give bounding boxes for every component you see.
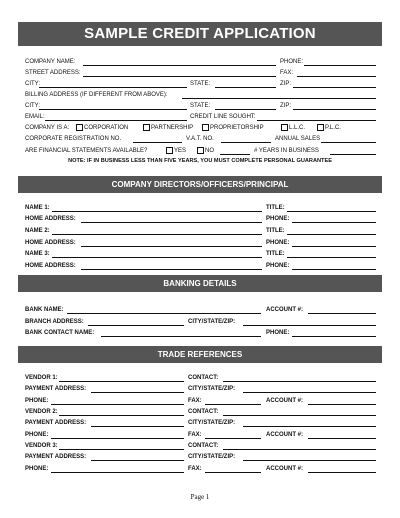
years-value-input[interactable] <box>330 147 376 155</box>
form-row <box>25 397 376 406</box>
email-input[interactable] <box>45 113 187 121</box>
home1-input[interactable] <box>81 215 262 223</box>
vat-label: V.A.T. NO. <box>186 136 214 142</box>
corp-reg-label: CORPORATE REGISTRATION NO. <box>25 136 122 142</box>
account-input[interactable] <box>308 306 376 314</box>
payment1-input[interactable] <box>91 385 184 393</box>
company-name-input[interactable] <box>83 58 276 66</box>
zip-input[interactable] <box>293 80 376 88</box>
form-row <box>25 419 376 428</box>
yes-label: YES <box>174 148 187 154</box>
plc-option[interactable] <box>317 124 341 133</box>
csz2-label: CITY/STATE/ZIP: <box>188 420 236 426</box>
fax-label: FAX: <box>188 398 202 404</box>
city-state-zip-label: CITY/STATE/ZIP: <box>188 319 236 325</box>
billing-zip-input[interactable] <box>293 102 376 110</box>
title3-input[interactable] <box>287 250 376 258</box>
payment1-label: PAYMENT ADDRESS: <box>25 386 87 392</box>
page-number: Page 1 <box>190 493 210 501</box>
section-heading-trade: TRADE REFERENCES <box>18 346 382 363</box>
contact2-label: CONTACT: <box>188 409 219 415</box>
fax-label: FAX: <box>280 70 294 76</box>
credit-line-input[interactable] <box>257 113 376 121</box>
city-state-zip-input[interactable] <box>243 318 376 326</box>
form-row <box>25 58 376 67</box>
proprietorship-option[interactable] <box>202 124 264 133</box>
corporation-label: CORPORATION <box>84 125 129 131</box>
name1-input[interactable] <box>52 204 262 212</box>
phone-label: PHONE: <box>25 398 49 404</box>
corporation-option[interactable] <box>76 124 128 133</box>
vendor2-account-input[interactable] <box>308 431 376 439</box>
checkbox[interactable] <box>317 124 324 131</box>
payment3-label: PAYMENT ADDRESS: <box>25 454 87 460</box>
branch-address-input[interactable] <box>88 318 184 326</box>
name2-label: NAME 2: <box>25 228 50 234</box>
vendor2-input[interactable] <box>59 408 184 416</box>
bank-phone-label: PHONE: <box>266 330 290 336</box>
city-label: CITY: <box>25 81 41 87</box>
payment2-input[interactable] <box>91 419 184 427</box>
yes-option[interactable] <box>166 147 186 156</box>
llc-label: L.L.C. <box>289 125 306 131</box>
vendor1-input[interactable] <box>59 374 184 382</box>
partnership-label: PARTNERSHIP <box>151 125 194 131</box>
vendor3-input[interactable] <box>59 442 184 450</box>
csz1-input[interactable] <box>243 385 376 393</box>
home3-input[interactable] <box>81 262 262 270</box>
section-heading-banking: BANKING DETAILS <box>18 275 382 292</box>
vendor2-phone-input[interactable] <box>51 431 184 439</box>
contact1-input[interactable] <box>223 374 376 382</box>
form-row <box>25 442 376 451</box>
company-name-field <box>25 58 75 67</box>
bank-contact-label: BANK CONTACT NAME: <box>25 330 95 336</box>
vendor3-phone-input[interactable] <box>51 465 184 473</box>
billing-city-input[interactable] <box>39 102 187 110</box>
billing-address-label: BILLING ADDRESS (IF DIFFERENT FROM ABOVE): <box>25 92 168 98</box>
years-input[interactable] <box>220 147 250 155</box>
phone2-input[interactable] <box>292 239 376 247</box>
form-row <box>25 465 376 474</box>
company-name-label: COMPANY NAME: <box>25 59 76 65</box>
form-row <box>25 91 376 100</box>
home3-label: HOME ADDRESS: <box>25 263 76 269</box>
csz2-input[interactable] <box>243 419 376 427</box>
vendor3-fax-input[interactable] <box>205 465 261 473</box>
form-row <box>25 262 376 271</box>
form-row <box>25 453 376 462</box>
phone2-label: PHONE: <box>266 240 290 246</box>
plc-label: P.L.C. <box>325 125 341 131</box>
home1-label: HOME ADDRESS: <box>25 216 76 222</box>
form-row <box>25 227 376 236</box>
vendor1-fax-input[interactable] <box>205 397 261 405</box>
company-is-label: COMPANY IS A: <box>25 125 70 131</box>
title1-input[interactable] <box>287 204 376 212</box>
form-row <box>25 250 376 259</box>
phone3-input[interactable] <box>292 262 376 270</box>
no-label: NO <box>205 148 214 154</box>
form-row <box>25 135 376 144</box>
contact2-input[interactable] <box>223 408 376 416</box>
fax-label: FAX: <box>188 432 202 438</box>
phone1-input[interactable] <box>292 215 376 223</box>
form-row <box>25 385 376 394</box>
csz3-input[interactable] <box>243 453 376 461</box>
fax-label: FAX: <box>188 466 202 472</box>
form-row <box>25 204 376 213</box>
years-label: # YEARS IN BUSINESS <box>254 148 319 154</box>
vendor2-fax-input[interactable] <box>205 431 261 439</box>
csz1-label: CITY/STATE/ZIP: <box>188 386 236 392</box>
vendor1-account-input[interactable] <box>308 397 376 405</box>
phone-label: PHONE: <box>25 432 49 438</box>
title2-label: TITLE: <box>266 228 285 234</box>
contact1-label: CONTACT: <box>188 375 219 381</box>
billing-state-input[interactable] <box>215 102 276 110</box>
vendor3-account-input[interactable] <box>308 465 376 473</box>
city-input[interactable] <box>39 80 187 88</box>
state-input[interactable] <box>215 80 276 88</box>
section-heading-directors: COMPANY DIRECTORS/OFFICERS/PRINCIPAL <box>18 176 382 193</box>
llc-option[interactable] <box>281 124 305 133</box>
street-address-label: STREET ADDRESS: <box>25 70 81 76</box>
form-row <box>25 318 376 327</box>
phone3-label: PHONE: <box>266 263 290 269</box>
partnership-option[interactable] <box>143 124 193 133</box>
zip-label: ZIP: <box>280 81 292 87</box>
form-row <box>25 80 376 89</box>
checkbox[interactable] <box>166 147 173 154</box>
annual-sales-label: ANNUAL SALES <box>275 136 321 142</box>
vendor1-phone-input[interactable] <box>51 397 184 405</box>
phone-label: PHONE: <box>280 59 304 65</box>
account-label: ACCOUNT #: <box>266 307 303 313</box>
payment2-label: PAYMENT ADDRESS: <box>25 420 87 426</box>
page-title: SAMPLE CREDIT APPLICATION <box>18 22 382 46</box>
form-row <box>25 69 376 78</box>
corp-reg-input[interactable] <box>133 135 182 143</box>
checkbox[interactable] <box>202 124 209 131</box>
phone-label: PHONE: <box>25 466 49 472</box>
checkbox[interactable] <box>281 124 288 131</box>
name1-label: NAME 1: <box>25 205 50 211</box>
form-row <box>25 102 376 111</box>
vat-input[interactable] <box>221 135 271 143</box>
annual-sales-input[interactable] <box>321 135 376 143</box>
vendor1-label: VENDOR 1: <box>25 375 58 381</box>
phone1-label: PHONE: <box>266 216 290 222</box>
account-label: ACCOUNT #: <box>266 398 303 404</box>
home2-label: HOME ADDRESS: <box>25 240 76 246</box>
vendor2-label: VENDOR 2: <box>25 409 58 415</box>
city-label: CITY: <box>25 103 41 109</box>
vendor3-label: VENDOR 3: <box>25 443 58 449</box>
title3-label: TITLE: <box>266 251 285 257</box>
state-label: STATE: <box>190 81 211 87</box>
branch-address-label: BRANCH ADDRESS: <box>25 319 84 325</box>
checkbox[interactable] <box>197 147 204 154</box>
zip-label: ZIP: <box>280 103 292 109</box>
account-label: ACCOUNT #: <box>266 432 303 438</box>
csz3-label: CITY/STATE/ZIP: <box>188 454 236 460</box>
form-row <box>25 329 376 338</box>
financial-question: ARE FINANCIAL STATEMENTS AVAILABLE? <box>25 148 148 154</box>
form-row <box>25 113 376 122</box>
name3-label: NAME 3: <box>25 251 50 257</box>
state-label: STATE: <box>190 103 211 109</box>
checkbox[interactable] <box>76 124 83 131</box>
title2-input[interactable] <box>287 227 376 235</box>
email-label: EMAIL: <box>25 114 45 120</box>
guarantee-note: NOTE: IF IN BUSINESS LESS THAN FIVE YEARS, YOU MUST COMPLETE PERSONAL GUARANTEE <box>68 158 332 164</box>
form-row <box>25 239 376 248</box>
credit-line-label: CREDIT LINE SOUGHT: <box>190 114 256 120</box>
bank-name-input[interactable] <box>67 306 261 314</box>
form-row <box>25 408 376 417</box>
account-label: ACCOUNT #: <box>266 466 303 472</box>
form-row <box>25 215 376 224</box>
billing-address-input[interactable] <box>182 91 376 99</box>
payment3-input[interactable] <box>91 453 184 461</box>
proprietorship-label: PROPRIETORSHIP <box>210 125 264 131</box>
phone-input[interactable] <box>304 58 376 66</box>
home2-input[interactable] <box>81 239 262 247</box>
fax-input[interactable] <box>297 69 376 77</box>
form-row <box>25 374 376 383</box>
bank-name-label: BANK NAME: <box>25 307 64 313</box>
title1-label: TITLE: <box>266 205 285 211</box>
bank-phone-input[interactable] <box>292 329 376 337</box>
checkbox[interactable] <box>143 124 150 131</box>
street-address-input[interactable] <box>83 69 276 77</box>
no-option[interactable] <box>197 147 214 156</box>
bank-contact-input[interactable] <box>101 329 261 337</box>
name2-input[interactable] <box>52 227 262 235</box>
form-row <box>25 147 376 156</box>
name3-input[interactable] <box>52 250 262 258</box>
form-row <box>25 431 376 440</box>
contact3-label: CONTACT: <box>188 443 219 449</box>
form-row <box>25 306 376 315</box>
company-type-row <box>25 124 376 133</box>
contact3-input[interactable] <box>223 442 376 450</box>
